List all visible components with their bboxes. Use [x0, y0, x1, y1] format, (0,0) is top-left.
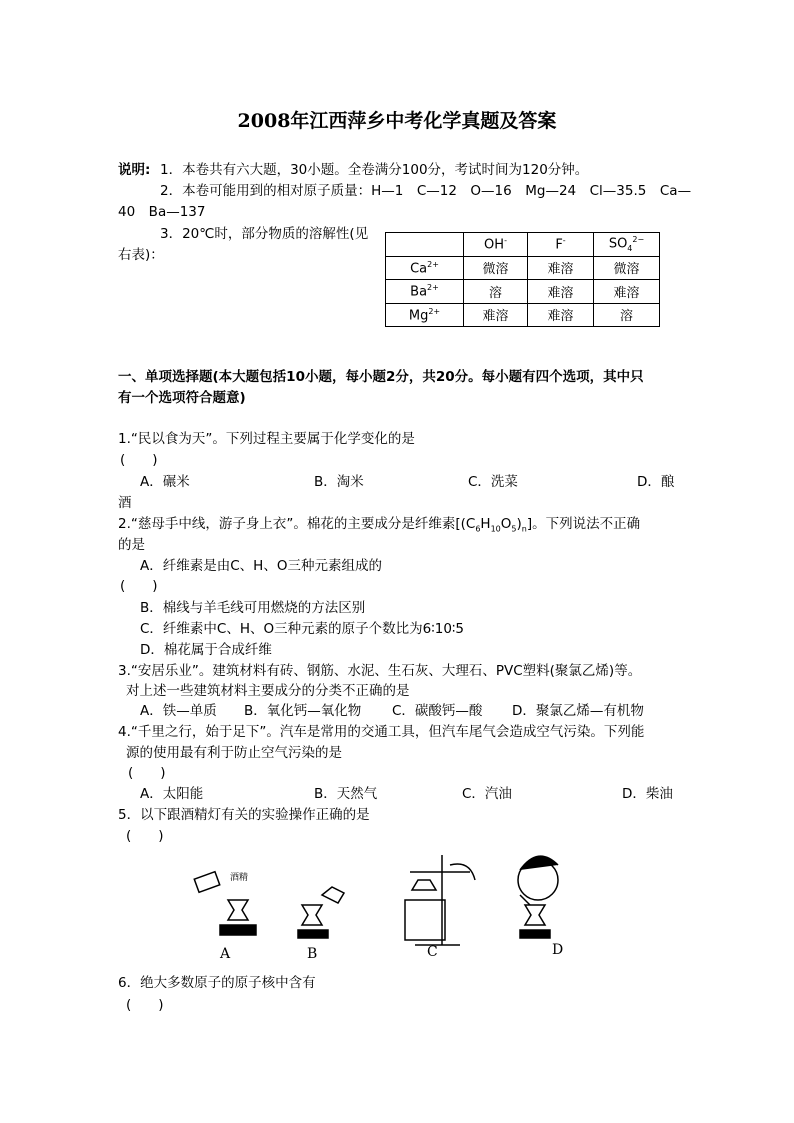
q2-answer-paren: ( )	[120, 578, 158, 594]
section-heading-cont: 有一个选项符合题意)	[118, 390, 246, 406]
table-header-row	[386, 233, 660, 257]
charge: 2+	[428, 306, 441, 316]
table-cell: 难溶	[528, 256, 594, 280]
lamp-icon	[228, 900, 248, 920]
figure-c	[405, 855, 475, 945]
table-cell: 微溶	[464, 256, 528, 280]
table-cell: 难溶	[528, 303, 594, 327]
alcohol-bottle-icon	[194, 872, 219, 893]
figure-b	[298, 887, 344, 938]
q5-answer-paren: ( )	[126, 828, 164, 844]
figure-d	[518, 856, 558, 938]
q4-option-c: C．汽油	[462, 786, 512, 802]
formula-part: H	[480, 516, 491, 532]
q1-option-a: A．碾米	[140, 474, 190, 490]
q5-stem: 5．以下跟酒精灯有关的实验操作正确的是	[118, 807, 370, 823]
q3-option-d: D．聚氯乙烯—有机物	[512, 703, 644, 719]
table-row	[386, 256, 660, 280]
figure-label-b: B	[307, 946, 318, 960]
q2-option-c: C．纤维素中C、H、O三种元素的原子个数比为6∶10∶5	[140, 621, 465, 637]
charge: 2+	[427, 283, 439, 293]
q1-stem: 1.“民以食为天”。下列过程主要属于化学变化的是	[118, 431, 415, 447]
q3-option-a: A．铁—单质	[140, 703, 217, 719]
ion: Ba	[410, 284, 428, 300]
note-3-cont: 右表)：	[118, 247, 164, 263]
page-title: 2008年江西萍乡中考化学真题及答案	[237, 110, 557, 132]
table-header-oh	[464, 233, 528, 257]
q1-answer-paren: ( )	[120, 452, 158, 468]
q3-option-b: B．氧化钙—氧化物	[244, 703, 362, 719]
ion-cell	[386, 303, 464, 327]
table-cell: 难溶	[594, 280, 660, 304]
q6-answer-paren: ( )	[126, 997, 164, 1013]
table-header-so4	[594, 233, 660, 257]
q6-stem: 6．绝大多数原子的原子核中含有	[118, 975, 316, 991]
q4-stem-cont: 源的使用最有利于防止空气污染的是	[126, 745, 342, 761]
q1-option-d: D．酿	[637, 474, 675, 490]
figure-label-a: A	[220, 946, 231, 960]
formula-part: O	[500, 516, 512, 532]
q4-option-a: A．太阳能	[140, 786, 204, 802]
q3-stem: 3.“安居乐业”。建筑材料有砖、钢筋、水泥、生石灰、大理石、PVC塑料(聚氯乙烯)等。	[118, 663, 642, 679]
figure-label-c: C	[427, 944, 438, 960]
f-charge: -	[562, 236, 566, 246]
q1-option-d-cont: 酒	[118, 495, 132, 511]
sub: n	[521, 524, 527, 534]
figure-label-d: D	[552, 942, 564, 958]
ion: Ca	[410, 260, 428, 276]
q2-stem-a: 2.“慈母手中线，游子身上衣”。棉花的主要成分是纤维素[(C	[118, 516, 476, 532]
table-row	[386, 303, 660, 327]
f-label: F	[555, 237, 563, 253]
sub: 6	[475, 524, 481, 534]
table-cell: 溶	[464, 280, 528, 304]
notes-label: 说明:	[118, 162, 151, 178]
charge: 2+	[427, 259, 439, 269]
q4-stem: 4.“千里之行，始于足下”。汽车是常用的交通工具，但汽车尾气会造成空气污染。下列能	[118, 724, 645, 740]
note-2-cont: 40 Ba—137	[118, 204, 206, 220]
alcohol-label: 酒精	[230, 873, 249, 883]
note-3: 3．20℃时，部分物质的溶解性(见	[160, 226, 369, 242]
table-header-f	[528, 233, 594, 257]
q4-option-d: D．柴油	[622, 786, 673, 802]
q1-option-c: C．洗菜	[468, 474, 518, 490]
q2-stem-b: ]。下列说法不正确	[526, 516, 641, 532]
q2-stem-cont: 的是	[118, 537, 145, 553]
so4-sub: 4	[627, 244, 633, 254]
q3-stem-cont: 对上述一些建筑材料主要成分的分类不正确的是	[126, 683, 410, 699]
table-cell: 溶	[594, 303, 660, 327]
note-2: 2．本卷可能用到的相对原子质量：H—1 C—12 O—16 Mg—24 Cl—35.5 Ca—	[160, 183, 692, 199]
ion: Mg	[408, 307, 429, 323]
oh-label: OH	[484, 237, 505, 253]
sub: 10	[490, 524, 501, 534]
ion-cell	[386, 256, 464, 280]
q4-answer-paren: ( )	[128, 765, 166, 781]
table-cell: 难溶	[528, 280, 594, 304]
q2-option-d: D．棉花属于合成纤维	[140, 642, 272, 658]
q3-option-c: C．碳酸钙—酸	[392, 703, 483, 719]
solubility-table	[385, 232, 660, 327]
q2-option-a: A．纤维素是由C、H、O三种元素组成的	[140, 558, 382, 574]
so4-label: SO	[608, 236, 628, 252]
table-header-empty	[386, 233, 464, 257]
section-heading: 一、单项选择题(本大题包括10小题，每小题2分，共20分。每小题有四个选项，其中只	[118, 369, 644, 385]
oh-charge: -	[504, 236, 507, 246]
note-1: 1．本卷共有六大题，30小题。全卷满分100分，考试时间为120分钟。	[160, 162, 589, 178]
ion-cell	[386, 280, 464, 304]
table-row	[386, 280, 660, 304]
q1-option-b: B．淘米	[314, 474, 364, 490]
q2-stem	[118, 514, 640, 540]
so4-charge: 2−	[632, 235, 645, 245]
q2-option-b: B．棉线与羊毛线可用燃烧的方法区别	[140, 600, 366, 616]
table-cell: 微溶	[594, 256, 660, 280]
formula-part: )	[516, 516, 522, 532]
sub: 5	[511, 524, 517, 534]
q4-option-b: B．天然气	[314, 786, 378, 802]
alcohol-lamp-figures	[180, 850, 580, 960]
table-cell: 难溶	[464, 303, 528, 327]
